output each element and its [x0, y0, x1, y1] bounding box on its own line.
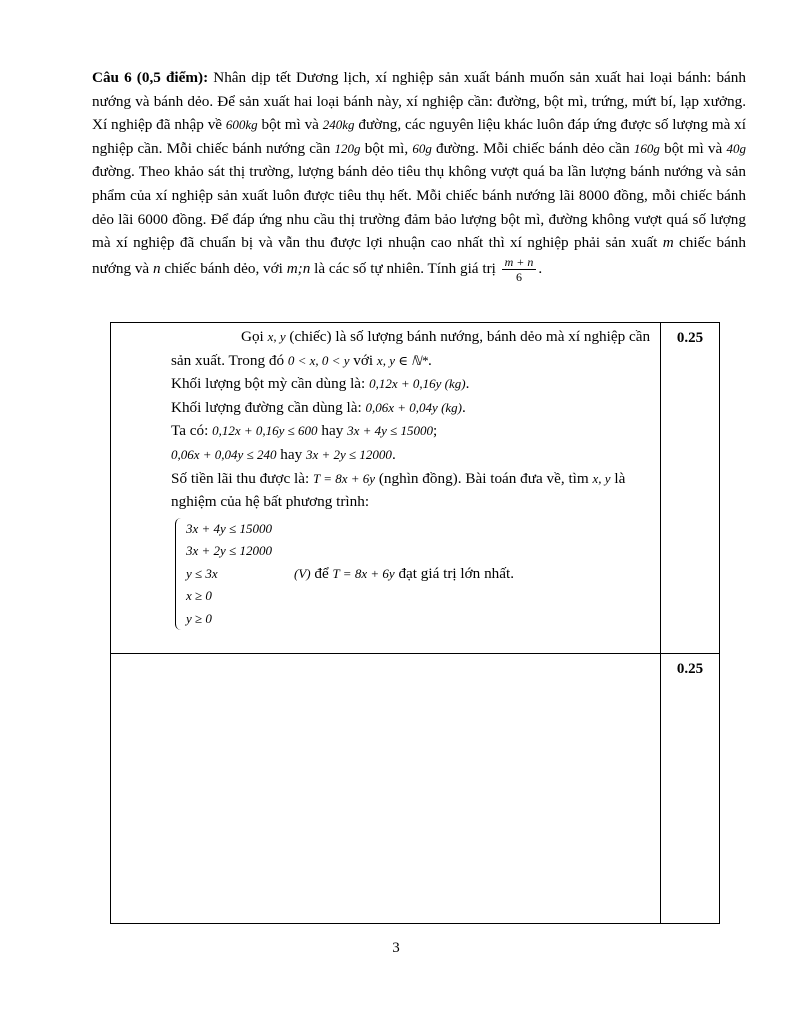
- solution-line: Gọi x, y (chiếc) là số lượng bánh nướng, bánh dẻo mà xí nghiệp cần sản xuất. Trong đó 0 < x, 0 < y với x, y ∈ ℕ*.: [171, 328, 651, 369]
- score-cell: 0.25: [661, 654, 720, 924]
- var-mn: m;n: [286, 259, 311, 277]
- problem-text: đường, các nguyên liệu khác luôn đáp ứng được số lượng mà xí nghiệp cần. Mỗi chiếc bánh nướng cần: [92, 116, 746, 157]
- problem-text: chiếc bánh dẻo, với: [160, 259, 287, 277]
- solution-line: Ta có: 0,12x + 0,16y ≤ 600 hay 3x + 4y ≤ 15000;: [171, 422, 438, 440]
- solution-row-2: [111, 654, 720, 924]
- page-number: 3: [392, 940, 400, 956]
- left-brace: [175, 518, 182, 630]
- system-equations: [182, 518, 286, 631]
- problem-text: Nhân dịp tết Dương lịch, xí nghiệp sản xuất bánh muốn sản xuất hai loại bánh: bánh nướng và bánh dẻo. Để sản xuất hai loại bánh này, xí nghiệp cần: đường, bột mì, trứng, mứt bí, lạp xưởng. Xí nghiệp đã nhập về: [92, 69, 746, 134]
- math: 240kg: [322, 117, 355, 133]
- fraction: [502, 255, 537, 284]
- var-n: n: [152, 259, 161, 277]
- fraction-numerator: m + n: [502, 255, 537, 270]
- solution-line: Khối lượng đường cần dùng là: 0,06x + 0,04y (kg).: [171, 398, 466, 416]
- solution-content-empty: [111, 654, 661, 924]
- system-label: (V) để T = 8x + 6y đạt giá trị lớn nhất.: [294, 565, 515, 583]
- solution-row-1: [111, 323, 720, 654]
- system-row: y ≤ 3x: [186, 565, 218, 581]
- score-cell: 0.25: [661, 323, 720, 654]
- problem-text: đường. Mỗi chiếc bánh dẻo cần: [431, 139, 634, 157]
- var-m: m: [662, 234, 674, 252]
- system-row: 3x + 4y ≤ 15000: [186, 520, 272, 536]
- problem-text: đường. Theo khảo sát thị trường, lượng bánh dẻo tiêu thụ không vượt quá ba lần lượng bánh nướng và sản phẩm của xí nghiệp sản xuất luôn được tiêu thụ hết. Mỗi chiếc bánh nướng lãi 8000 đồng, mỗi chiếc bánh dẻo lãi 6000 đồng. Để đáp ứng nhu cầu thị trường đảm bảo lượng bột mì, đường không vượt quá số lượng mà xí nghiệp đã chuẩn bị và vẫn thu được lợi nhuận cao nhất thì xí nghiệp phải sản xuất: [92, 163, 746, 252]
- problem-text: bột mì,: [360, 139, 413, 157]
- solution-line: Khối lượng bột mỳ cần dùng là: 0,12x + 0,16y (kg).: [171, 375, 470, 393]
- math: 120g: [334, 140, 361, 156]
- problem-text: là các số tự nhiên. Tính giá trị: [310, 259, 500, 277]
- solution-table: [110, 322, 720, 924]
- math: 160g: [633, 140, 660, 156]
- math: 60g: [412, 140, 432, 156]
- math: 600kg: [225, 117, 258, 133]
- solution-line: 0,06x + 0,04y ≤ 240 hay 3x + 2y ≤ 12000.: [171, 445, 396, 463]
- problem-label: Câu 6 (0,5 điểm):: [92, 69, 209, 86]
- problem-statement: [92, 66, 746, 284]
- system-row: x ≥ 0: [186, 588, 212, 604]
- solution-content: [111, 323, 661, 654]
- problem-text: .: [538, 259, 543, 277]
- problem-text: bột mì và: [659, 139, 727, 157]
- problem-text: bột mì và: [257, 116, 323, 134]
- solution-line: Số tiền lãi thu được là: T = 8x + 6y (nghìn đồng). Bài toán đưa về, tìm x, y là nghiệm của hệ bất phương trình:: [171, 469, 626, 511]
- system-row: y ≥ 0: [186, 610, 212, 626]
- fraction-denominator: 6: [516, 269, 523, 284]
- math: 40g: [726, 140, 746, 156]
- problem-text: chiếc bánh nướng và: [92, 234, 746, 277]
- system-row: 3x + 2y ≤ 12000: [186, 543, 272, 559]
- inequality-system: [171, 518, 654, 631]
